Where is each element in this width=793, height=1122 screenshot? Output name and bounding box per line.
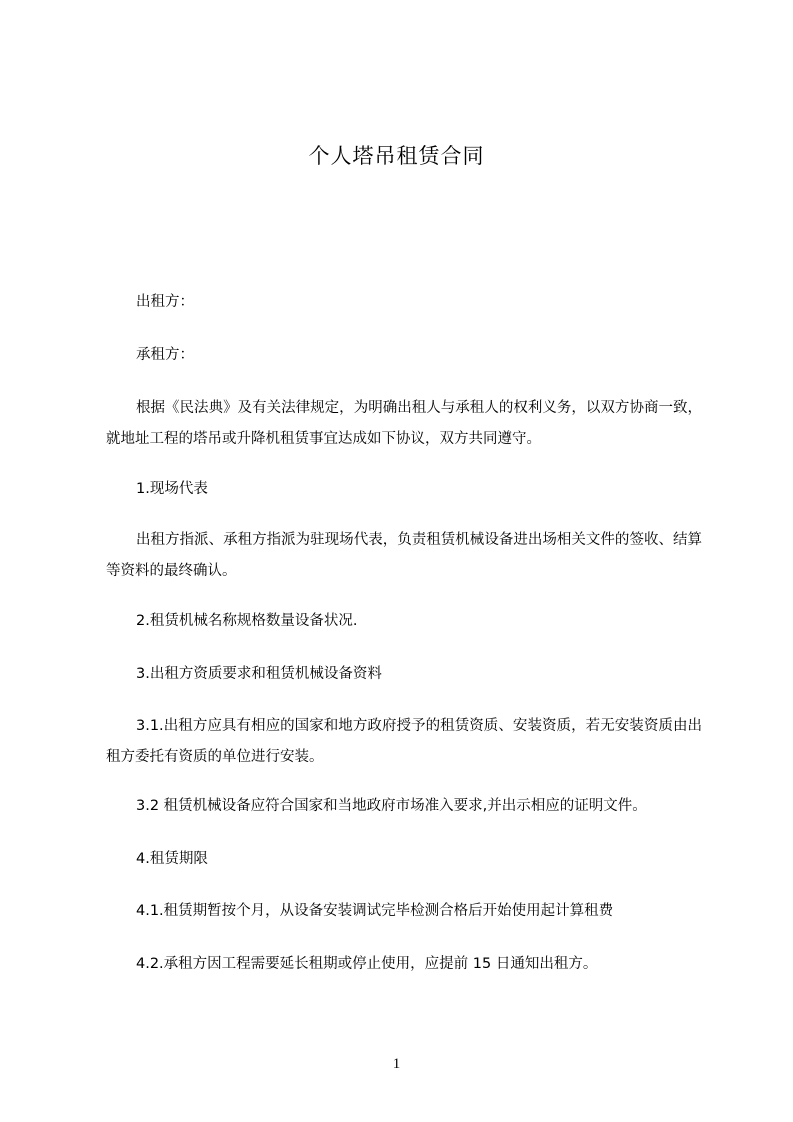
clause-3-1: 3.1.出租方应具有相应的国家和地方政府授予的租赁资质、安装资质，若无安装资质由出租方委托有资质的单位进行安装。 [106,718,702,765]
clause-3-2: 3.2 租赁机械设备应符合国家和当地政府市场准入要求,并出示相应的证明文件。 [136,798,647,814]
section-heading-1: 1.现场代表 [136,481,208,497]
preamble-paragraph: 根据《民法典》及有关法律规定，为明确出租人与承租人的权利义务，以双方协商一致，就地址工程的塔吊或升降机租赁事宜达成如下协议，双方共同遵守。 [106,400,702,447]
page-number: 1 [392,1056,401,1072]
clause-4-1: 4.1.租赁期暂按个月，从设备安装调试完毕检测合格后开始使用起计算租费 [136,903,614,919]
section-1-body: 出租方指派、承租方指派为驻现场代表，负责租赁机械设备进出场相关文件的签收、结算等资料的最终确认。 [106,532,702,579]
clause-4-2: 4.2.承租方因工程需要延长租期或停止使用，应提前 15 日通知出租方。 [136,956,598,972]
section-heading-3: 3.出租方资质要求和租赁机械设备资料 [136,666,382,682]
section-heading-4: 4.租赁期限 [136,851,208,867]
lessor-label: 出租方： [136,294,194,310]
lessee-label: 承租方： [136,347,194,363]
document-title: 个人塔吊租赁合同 [308,144,485,168]
section-heading-2: 2.租赁机械名称规格数量设备状况. [136,613,358,629]
